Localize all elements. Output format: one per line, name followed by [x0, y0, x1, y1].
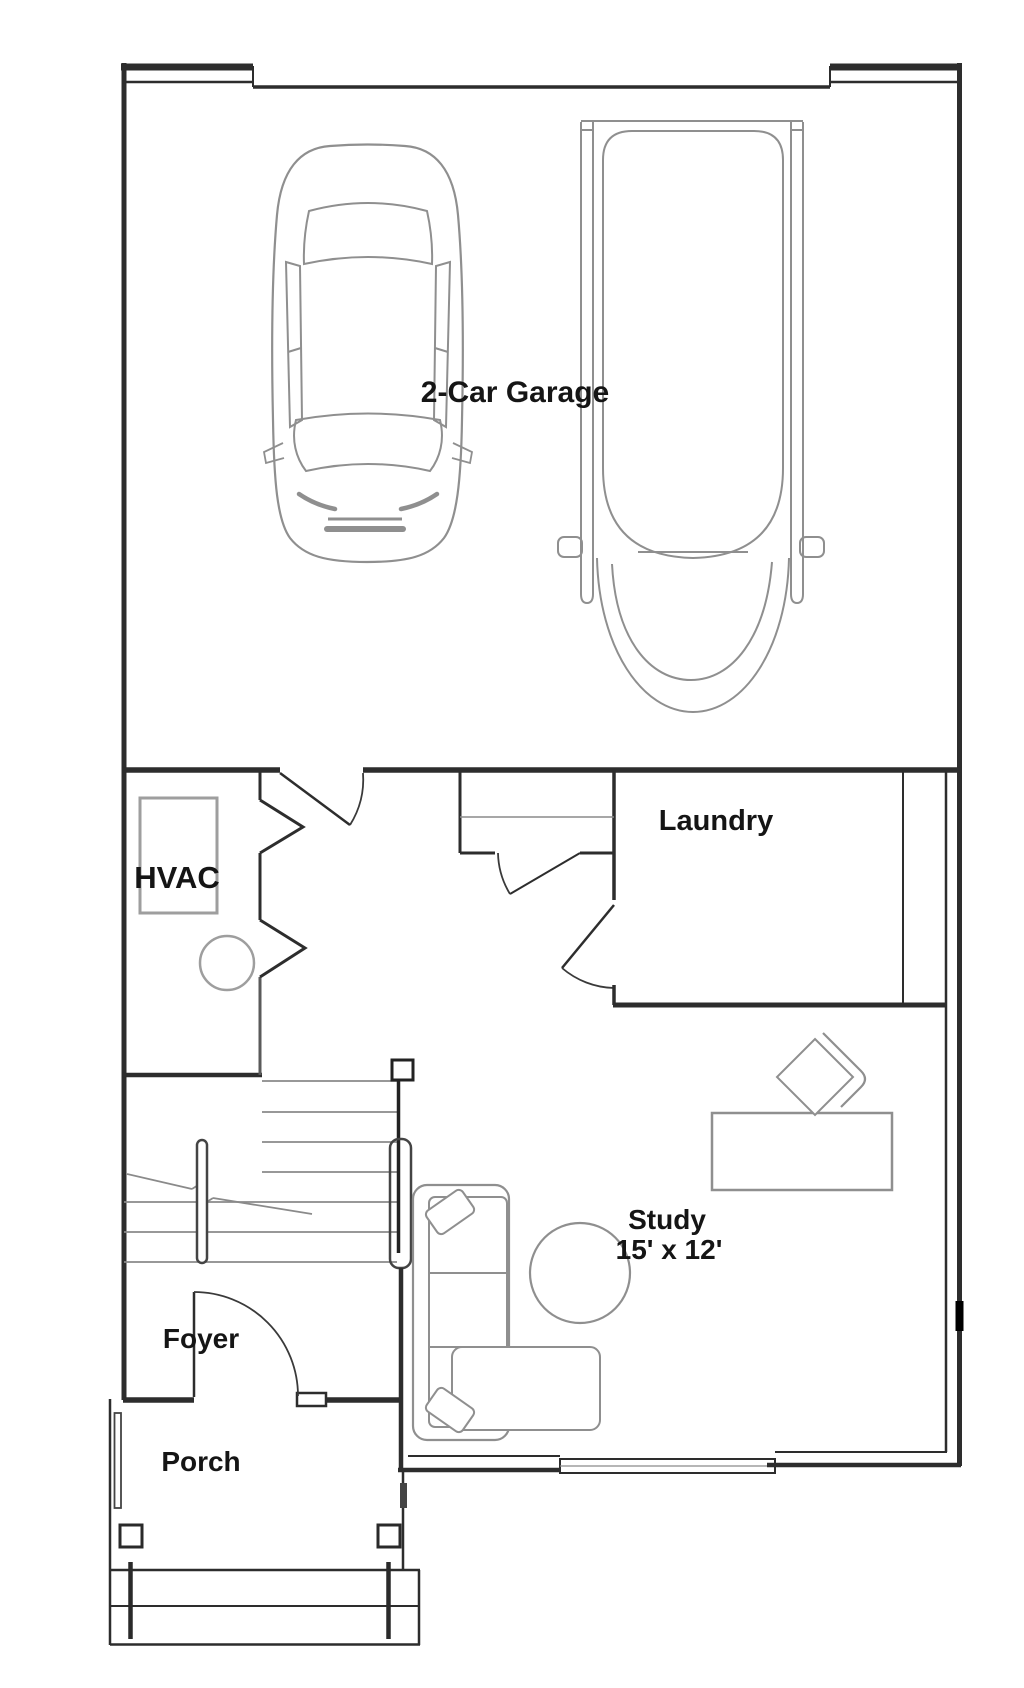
bifold-door-upper — [260, 800, 303, 853]
handrail-right — [390, 1139, 411, 1268]
hvac-label: HVAC — [134, 860, 220, 895]
porch-rail-left — [115, 1413, 122, 1508]
newel-post — [392, 1060, 413, 1080]
water-heater-icon — [200, 936, 254, 990]
stairs — [124, 1060, 413, 1268]
boat-bow-outer — [597, 558, 789, 712]
boat-bow-inner — [612, 562, 772, 680]
stair-treads-upper — [262, 1081, 397, 1172]
porch-rail-right — [400, 1483, 407, 1508]
laundry-door-leaf — [562, 905, 614, 968]
porch-post-left — [120, 1525, 142, 1547]
laundry-door-swing — [562, 968, 614, 988]
trailer-frame — [581, 121, 803, 603]
desk-chair — [777, 1033, 865, 1115]
coat-closet — [460, 770, 614, 900]
porch-post-right — [378, 1525, 400, 1547]
car-icon — [264, 145, 472, 563]
porch-outline — [110, 1399, 420, 1645]
stair-direction-arrow — [127, 1174, 312, 1214]
stair-treads-lower — [124, 1202, 397, 1262]
laundry-room — [562, 770, 947, 1005]
porch-area — [110, 1399, 420, 1645]
desk — [712, 1113, 892, 1190]
foyer-label: Foyer — [162, 1323, 240, 1354]
hvac-unit — [140, 798, 217, 913]
handrail-left — [197, 1140, 207, 1263]
trailer-wheel-left — [558, 537, 582, 557]
study-dimensions: 15' x 12' — [615, 1234, 723, 1265]
garage-door-jambs — [253, 66, 830, 87]
study-room — [398, 1033, 961, 1473]
garage-entry-door-leaf — [280, 773, 350, 825]
bifold-door-lower — [260, 920, 305, 977]
study-label: Study — [628, 1204, 706, 1235]
garage-entry-door-swing — [350, 773, 363, 825]
porch-label: Porch — [161, 1446, 241, 1477]
garage-room — [122, 121, 961, 825]
boat-hull — [603, 131, 783, 558]
foyer-area — [123, 1268, 403, 1470]
boat-trailer-icon — [558, 121, 824, 712]
closet-door-leaf — [510, 853, 580, 894]
closet-door-swing — [498, 853, 510, 894]
hvac-room — [122, 770, 305, 1075]
car-windshield — [294, 414, 442, 472]
garage-label: 2-Car Garage — [420, 376, 610, 409]
front-door-threshold — [297, 1393, 326, 1406]
ottoman — [452, 1347, 600, 1430]
car-headlights — [299, 494, 437, 509]
car-rear-window — [304, 203, 432, 264]
laundry-label: Laundry — [658, 805, 774, 837]
car-side-window-left — [286, 262, 302, 427]
